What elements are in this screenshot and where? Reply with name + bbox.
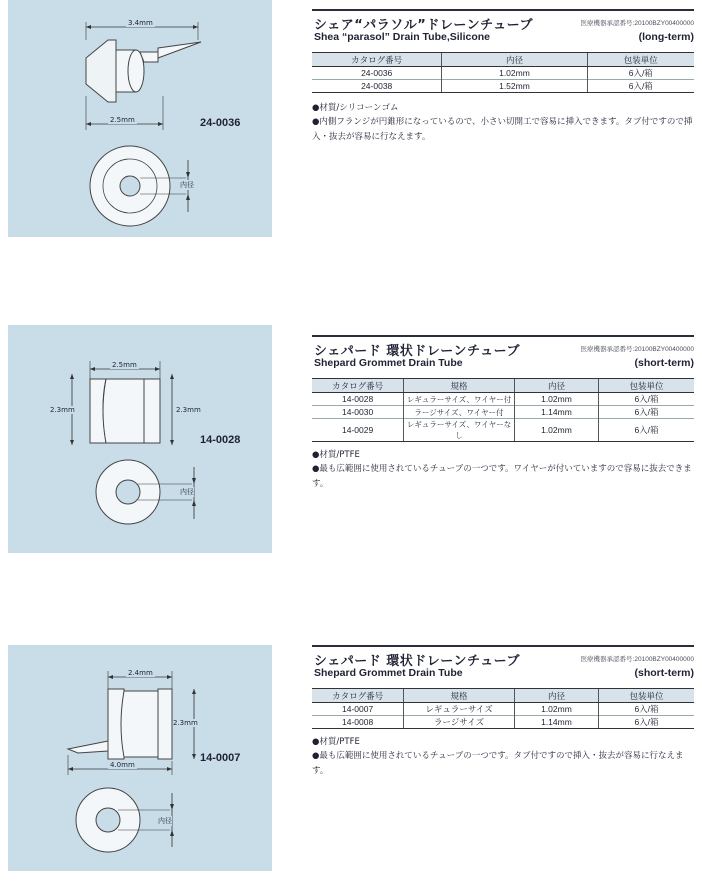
cell-inner-diameter: 1.02mm bbox=[442, 67, 587, 80]
product-section-14-0007 bbox=[0, 645, 702, 895]
cell-catalog: 24-0036 bbox=[361, 68, 393, 78]
inner-diameter-label: 内径 bbox=[180, 181, 194, 189]
cell-spec: ラージサイズ bbox=[404, 716, 515, 729]
cell-catalog: 14-0030 bbox=[312, 406, 404, 419]
section-rule bbox=[312, 9, 694, 11]
product-code: 14-0007 bbox=[200, 752, 241, 764]
product-title-en: Shepard Grommet Drain Tube bbox=[314, 357, 463, 369]
dimension-label-right: 2.3mm bbox=[176, 406, 201, 414]
cell-package: 6入/箱 bbox=[598, 716, 694, 729]
col-header-inner-diameter: 内径 bbox=[514, 379, 598, 393]
approval-number: 医療機器承認番号:20100BZY00400000 bbox=[580, 346, 694, 353]
dimension-label-top: 3.4mm bbox=[128, 19, 153, 27]
product-info bbox=[312, 9, 694, 145]
usage-term: (short-term) bbox=[634, 667, 694, 679]
col-header-package: 包装単位 bbox=[598, 379, 694, 393]
cell-spec: レギュラーサイズ bbox=[404, 703, 515, 716]
spec-table bbox=[312, 52, 694, 93]
table-row bbox=[312, 80, 694, 93]
cell-package: 6入/箱 bbox=[587, 80, 694, 93]
cell-package: 6入/箱 bbox=[587, 67, 694, 80]
col-header-catalog: カタログ番号 bbox=[312, 689, 404, 703]
description-note: ●内側フランジが円錐形になっているので、小さい切開工で容易に挿入できます。タブ付ですので挿入・抜去が容易に行なえます。 bbox=[312, 117, 693, 142]
table-row bbox=[312, 419, 694, 442]
product-code: 24-0036 bbox=[200, 117, 241, 129]
cell-catalog: 14-0029 bbox=[312, 419, 404, 442]
approval-number: 医療機器承認番号:20100BZY00400000 bbox=[580, 20, 694, 27]
spec-table bbox=[312, 378, 694, 442]
approval-number: 医療機器承認番号:20100BZY00400000 bbox=[580, 656, 694, 663]
material-note: ●材質/PTFE bbox=[312, 450, 360, 460]
table-row bbox=[312, 716, 694, 729]
product-info bbox=[312, 335, 694, 492]
cell-catalog: 14-0008 bbox=[312, 716, 404, 729]
dimension-label-left: 2.3mm bbox=[50, 406, 75, 414]
product-title-jp: シェパード 環状ドレーンチューブ bbox=[314, 654, 520, 669]
col-header-inner-diameter: 内径 bbox=[514, 689, 598, 703]
cell-catalog: 14-0007 bbox=[341, 704, 374, 714]
product-section-24-0036 bbox=[0, 0, 702, 250]
product-title-en: Shea “parasol” Drain Tube,Silicone bbox=[314, 31, 491, 43]
col-header-package: 包装単位 bbox=[598, 689, 694, 703]
section-rule bbox=[312, 335, 694, 337]
cell-package: 6入/箱 bbox=[598, 406, 694, 419]
dimension-label-bottom: 4.0mm bbox=[110, 761, 135, 769]
inner-diameter-label: 内径 bbox=[158, 817, 172, 825]
cell-spec: レギュラーサイズ、ワイヤー付 bbox=[404, 393, 515, 406]
material-note: ●材質/シリコーンゴム bbox=[312, 103, 399, 113]
description-note: ●最も広範囲に使用されているチューブの一つです。ワイヤーが付いていますので容易に抜去できます。 bbox=[312, 464, 692, 489]
dimension-label-bottom: 2.5mm bbox=[110, 116, 135, 124]
usage-term: (long-term) bbox=[638, 31, 694, 43]
description-note: ●最も広範囲に使用されているチューブの一つです。タブ付ですので挿入・抜去が容易に行なえます。 bbox=[312, 751, 684, 776]
dimension-label-top: 2.5mm bbox=[112, 361, 137, 369]
cell-inner-diameter: 1.02mm bbox=[514, 393, 598, 406]
product-section-14-0028 bbox=[0, 325, 702, 575]
col-header-spec: 規格 bbox=[404, 689, 515, 703]
col-header-catalog: カタログ番号 bbox=[312, 53, 442, 67]
product-title-en: Shepard Grommet Drain Tube bbox=[314, 667, 463, 679]
col-header-spec: 規格 bbox=[404, 379, 515, 393]
dimension-label-right: 2.3mm bbox=[173, 719, 198, 727]
cell-catalog: 14-0028 bbox=[341, 394, 374, 404]
cell-spec: レギュラーサイズ、ワイヤーなし bbox=[404, 419, 515, 442]
inner-diameter-label: 内径 bbox=[180, 488, 194, 496]
spec-table bbox=[312, 688, 694, 729]
cell-inner-diameter: 1.14mm bbox=[514, 406, 598, 419]
cell-package: 6入/箱 bbox=[598, 393, 694, 406]
product-title-jp: シェア“パラソル”ドレーンチューブ bbox=[314, 18, 534, 33]
table-row bbox=[312, 703, 694, 716]
section-rule bbox=[312, 645, 694, 647]
col-header-inner-diameter: 内径 bbox=[442, 53, 587, 67]
cell-package: 6入/箱 bbox=[598, 419, 694, 442]
usage-term: (short-term) bbox=[634, 357, 694, 369]
table-row bbox=[312, 406, 694, 419]
product-info bbox=[312, 645, 694, 779]
material-note: ●材質/PTFE bbox=[312, 737, 360, 747]
cell-inner-diameter: 1.52mm bbox=[442, 80, 587, 93]
dimension-label-top: 2.4mm bbox=[128, 669, 153, 677]
cell-inner-diameter: 1.14mm bbox=[514, 716, 598, 729]
product-code: 14-0028 bbox=[200, 434, 241, 446]
cell-spec: ラージサイズ、ワイヤー付 bbox=[404, 406, 515, 419]
cell-catalog: 24-0038 bbox=[312, 80, 442, 93]
cell-package: 6入/箱 bbox=[598, 703, 694, 716]
table-row bbox=[312, 67, 694, 80]
cell-inner-diameter: 1.02mm bbox=[514, 703, 598, 716]
col-header-catalog: カタログ番号 bbox=[312, 379, 404, 393]
product-title-jp: シェパード 環状ドレーンチューブ bbox=[314, 344, 520, 359]
col-header-package: 包装単位 bbox=[587, 53, 694, 67]
table-row bbox=[312, 393, 694, 406]
cell-inner-diameter: 1.02mm bbox=[514, 419, 598, 442]
